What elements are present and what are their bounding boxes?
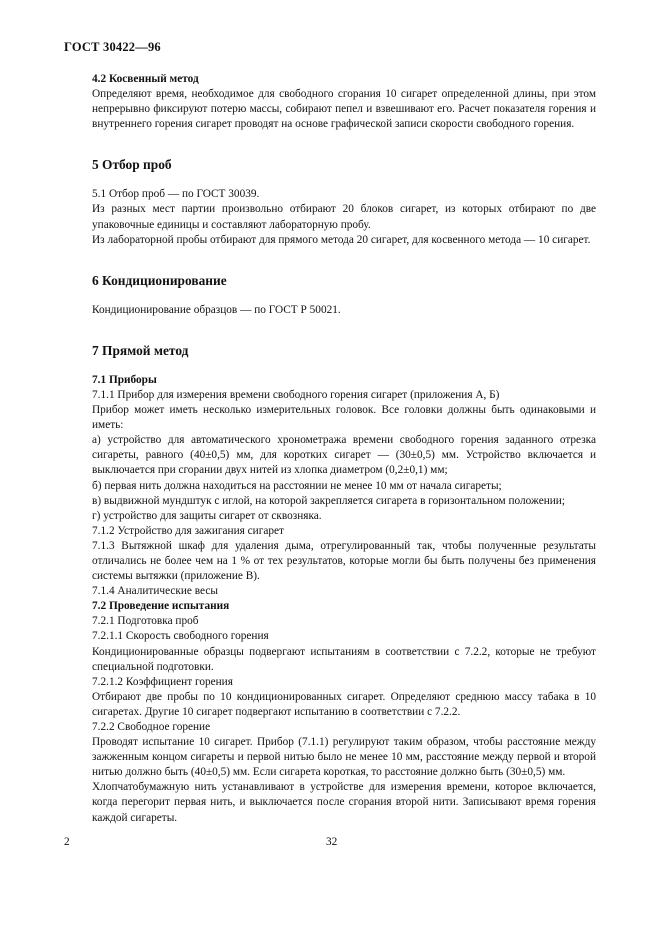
paragraph-6-1: Кондиционирование образцов — по ГОСТ Р 50021. [92,303,341,316]
list-item-b: б) первая нить должна находиться на расстоянии не менее 10 мм от начала сигареты; [92,479,502,492]
paragraph-7-2-1-1: 7.2.1.1 Скорость свободного горения [92,630,269,643]
paragraph-7-2-2: 7.2.2 Свободное горение [92,721,211,733]
paragraph-7-2-2-c: Хлопчатобумажную нить устанавливают в устройстве для измерения времени, которое включается, когда перегорит первая нить, и выключается после сгорания второй нити. Записывают время горения каждой сигареты. [92,781,596,824]
paragraph-7-2-1-2: 7.2.1.2 Коэффициент горения [92,675,233,688]
list-item-v: в) выдвижной мундштук с иглой, на которой закрепляется сигарета в горизонтальном положении; [92,494,565,507]
paragraph-7-2-2-b: Проводят испытание 10 сигарет. Прибор (7.1.1) регулируют таким образом, чтобы расстояние между зажженным концом сигареты и первой нитью было не менее 10 мм, расстояние между первой и второй нитью должно быть (40±0,5) мм. Если сигарета короткая, то расстояние должно быть (30±0,5) мм. [92,736,596,779]
paragraph-7-1-4: 7.1.4 Аналитические весы [92,585,218,598]
subsection-title-7-1: 7.1 Приборы [92,373,157,386]
paragraph-5-1: 5.1 Отбор проб — по ГОСТ 30039. [92,188,260,201]
paragraph-7-2-1: 7.2.1 Подготовка проб [92,615,199,628]
page-number-total: 32 [326,836,338,848]
paragraph-4-2: Определяют время, необходимое для свободного сгорания 10 сигарет определенной длины, при этом непрерывно фиксируют потерю массы, собирают пепел и взвешивают его. Расчет показателя горения и внутреннего горения сигарет проводят на основе графической записи скорости свободного горения. [92,88,596,131]
list-item-a: а) устройство для автоматического хронометража времени свободного горения заданного отрезка сигареты, равного (40±0,5) мм, для коротких сигарет — (30±0,5) мм. Устройство включается и выключается при сгорании двух нитей из хлопка диаметром (0,2±0,1) мм; [92,434,596,477]
list-item-g: г) устройство для защиты сигарет от сквозняка. [92,509,322,522]
paragraph-7-1-1-b: Прибор может иметь несколько измерительных головок. Все головки должны быть одинаковыми и иметь: [92,404,596,432]
subsection-title-4-2: 4.2 Косвенный метод [92,73,199,85]
section-title-7: 7 Прямой метод [92,342,189,358]
subsection-title-7-2: 7.2 Проведение испытания [92,600,230,613]
paragraph-7-2-1-1-b: Кондиционированные образцы подвергают испытаниям в соответствии с 7.2.2, которые не требуют специальной подготовки. [92,645,596,673]
section-title-5: 5 Отбор проб [92,157,172,173]
document-id-header: ГОСТ 30422—96 [64,40,161,54]
paragraph-7-1-3: 7.1.3 Вытяжной шкаф для удаления дыма, отрегулированный так, чтобы полученные результаты отличались не более чем на 1 % от тех результатов, которые могли бы быть получены без применения системы вытяжки (приложение В). [92,539,596,583]
page-number-local: 2 [64,836,70,848]
section-title-6: 6 Кондиционирование [92,272,227,288]
paragraph-7-2-1-2-b: Отбирают две пробы по 10 кондиционированных сигарет. Определяют среднюю массу табака в 10 сигаретах. Другие 10 сигарет подвергают испытанию в соответствии с 7.2.2. [92,690,596,718]
paragraph-7-1-1: 7.1.1 Прибор для измерения времени свободного горения сигарет (приложения А, Б) [92,388,500,401]
paragraph-7-1-2: 7.1.2 Устройство для зажигания сигарет [92,524,284,537]
paragraph-5-2: Из разных мест партии произвольно отбирают 20 блоков сигарет, из которых отбирают по две упаковочные единицы и составляют лабораторную пробу. [92,203,596,231]
page-body [92,72,596,826]
paragraph-5-3: Из лабораторной пробы отбирают для прямого метода 20 сигарет, для косвенного метода — 10 сигарет. [92,233,591,246]
